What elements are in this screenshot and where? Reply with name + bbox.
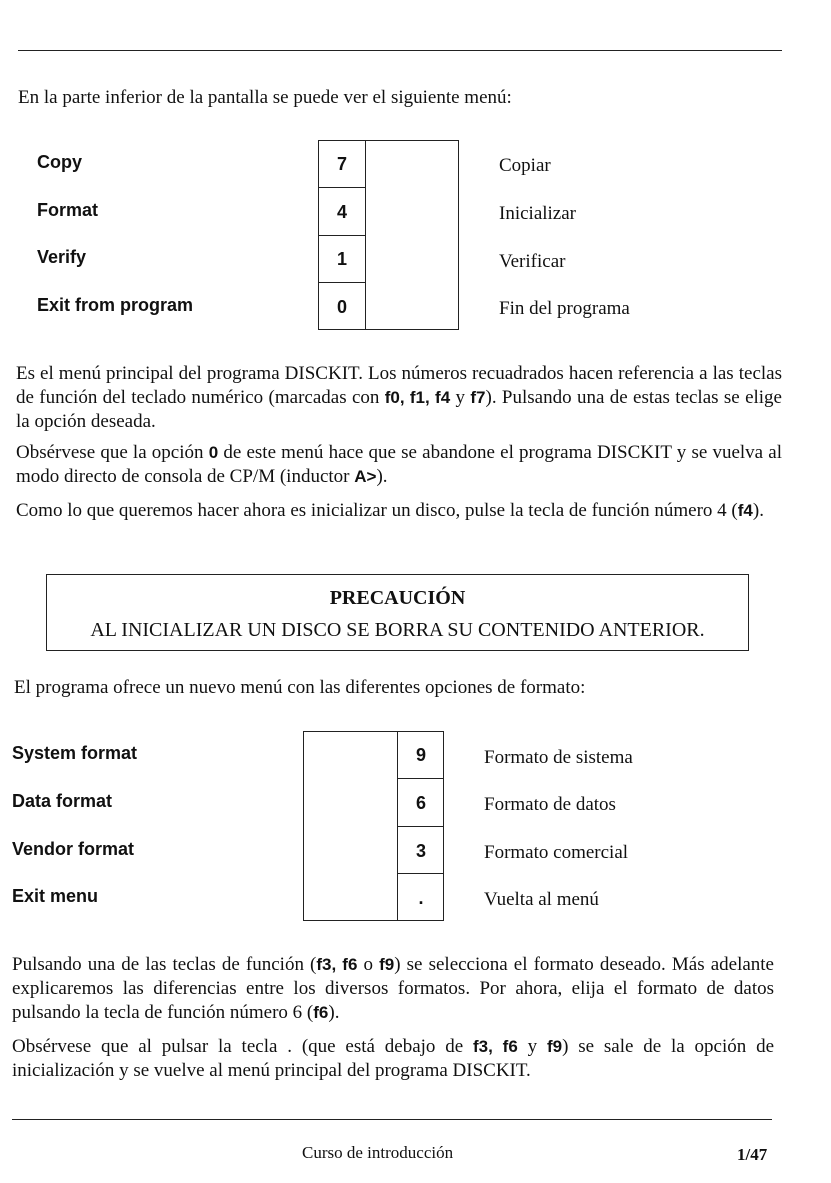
paragraph-menu-description: Es el menú principal del programa DISCKIT. Los números recuadrados hacen referencia a las teclas de función del teclado numérico (marcadas con f0, f1, f4 y f7). Pulsando una de estas teclas se elige la opción deseada.: [16, 363, 782, 432]
paragraph-instruction: Como lo que queremos hacer ahora es inicializar un disco, pulse la tecla de función número 4 (f4).: [16, 500, 764, 521]
top-rule: [18, 50, 782, 51]
menu-option-format: Format: [37, 200, 99, 220]
key-3: 3: [415, 841, 426, 861]
format-option-vendor: Vendor format: [12, 839, 135, 859]
key-4: 4: [336, 202, 347, 222]
format-keypad-row-line: [397, 873, 444, 874]
desc-copiar: Copiar: [499, 155, 551, 176]
desc-fin: Fin del programa: [499, 298, 630, 319]
desc-formato-comercial: Formato comercial: [484, 842, 629, 863]
paragraph-format-selection: Pulsando una de las teclas de función (f3, f6 o f9) se selecciona el formato deseado. Más adelante explicaremos las diferencias entre los diversos formatos. Por ahora, elija el formato de datos pulsando la tecla de función número 6 (f6).: [12, 954, 774, 1023]
warning-text: AL INICIALIZAR UN DISCO SE BORRA SU CONTENIDO ANTERIOR.: [90, 619, 705, 641]
desc-vuelta-menu: Vuelta al menú: [484, 889, 599, 910]
format-option-exit: Exit menu: [12, 886, 99, 906]
intro-text: En la parte inferior de la pantalla se puede ver el siguiente menú:: [18, 87, 512, 108]
key-6: 6: [415, 793, 426, 813]
key-9: 9: [415, 745, 426, 765]
keypad-row-line: [318, 282, 366, 283]
key-7: 7: [336, 154, 347, 174]
paragraph-exit-key: Obsérvese que al pulsar la tecla . (que está debajo de f3, f6 y f9) se sale de la opción de inicialización y se vuelve al menú principal del programa DISCKIT.: [12, 1036, 775, 1081]
paragraph-exit-option: Obsérvese que la opción 0 de este menú hace que se abandone el programa DISCKIT y se vuelva al modo directo de consola de CP/M (inductor A>).: [16, 442, 782, 487]
format-option-data: Data format: [12, 791, 113, 811]
keypad-row-line: [318, 187, 366, 188]
desc-verificar: Verificar: [499, 251, 566, 272]
page-number: 1/47: [737, 1145, 768, 1164]
menu-option-verify: Verify: [37, 247, 87, 267]
format-keypad-row-line: [397, 826, 444, 827]
menu-option-exit: Exit from program: [37, 295, 194, 315]
format-keypad-row-line: [397, 778, 444, 779]
format-option-system: System format: [12, 743, 138, 763]
desc-formato-sistema: Formato de sistema: [484, 747, 633, 768]
desc-inicializar: Inicializar: [499, 203, 577, 224]
warning-box: [46, 574, 749, 651]
menu-option-copy: Copy: [37, 152, 82, 172]
desc-formato-datos: Formato de datos: [484, 794, 616, 815]
key-0: 0: [336, 297, 347, 317]
key-1: 1: [336, 249, 347, 269]
keypad-row-line: [318, 235, 366, 236]
bottom-rule: [12, 1119, 772, 1120]
paragraph-new-menu: El programa ofrece un nuevo menú con las diferentes opciones de formato:: [14, 677, 586, 698]
warning-title: PRECAUCIÓN: [329, 587, 466, 609]
footer-title: Curso de introducción: [302, 1143, 454, 1162]
key-period: .: [418, 888, 424, 908]
